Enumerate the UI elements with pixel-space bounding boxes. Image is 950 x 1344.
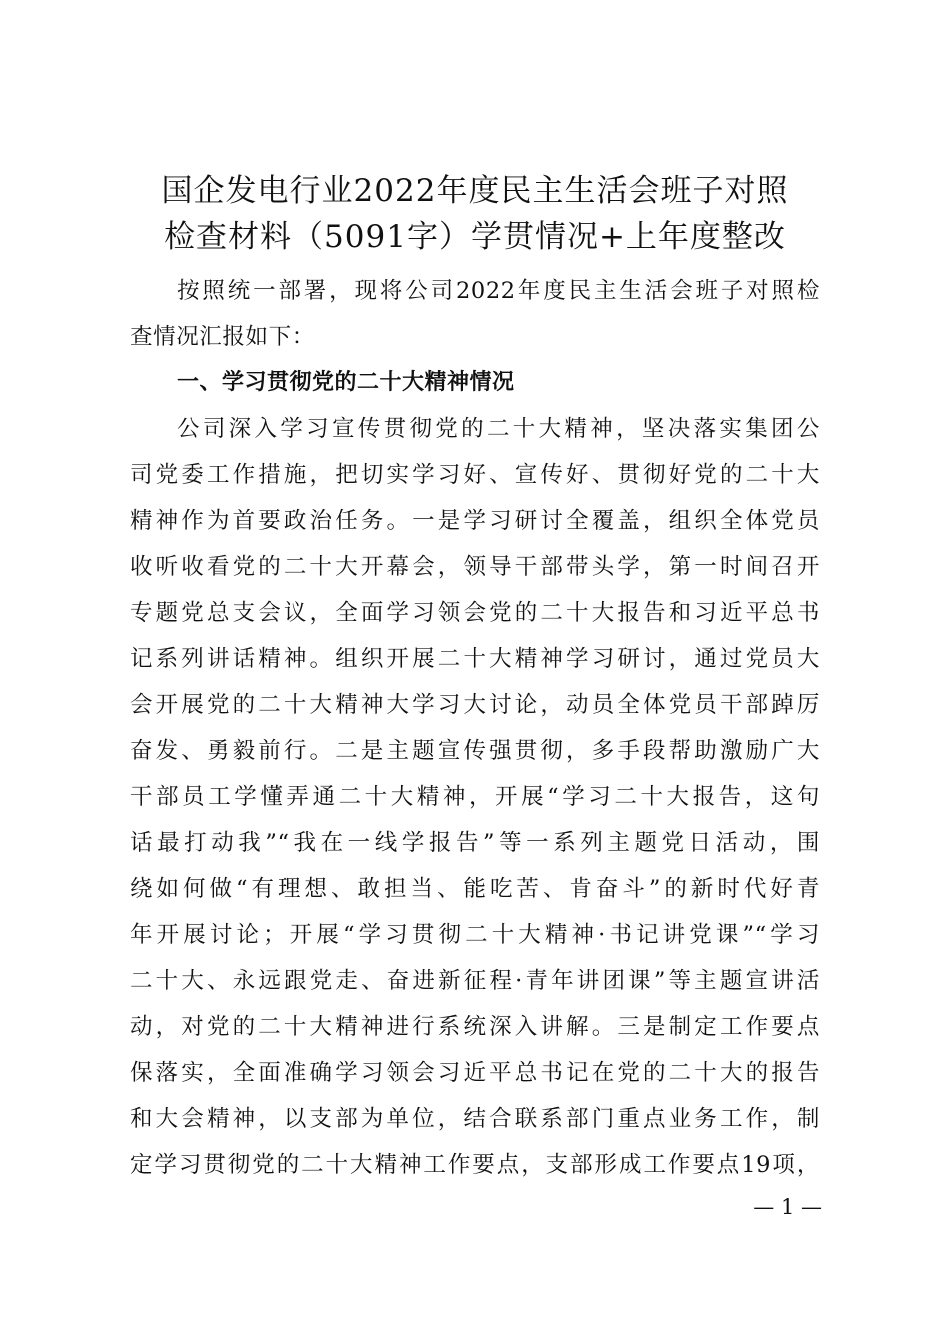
section-1-paragraph-line: 奋发、勇毅前行。二是主题宣传强贯彻，多手段帮助激励广大 bbox=[130, 738, 820, 764]
intro-paragraph-line: 按照统一部署，现将公司2022年度民主生活会班子对照检 bbox=[177, 278, 820, 304]
section-1-paragraph-line: 动，对党的二十大精神进行系统深入讲解。三是制定工作要点 bbox=[130, 1014, 820, 1040]
page-number: — 1 — bbox=[753, 1195, 822, 1219]
document-title-line-2: 检查材料（5091字）学贯情况+上年度整改 bbox=[164, 219, 786, 255]
section-1-paragraph-line: 干部员工学懂弄通二十大精神，开展“学习二十大报告，这句 bbox=[130, 784, 820, 810]
section-1-paragraph-line: 话最打动我”“我在一线学报告”等一系列主题党日活动，围 bbox=[130, 830, 820, 856]
section-1-paragraph-line: 专题党总支会议，全面学习领会党的二十大报告和习近平总书 bbox=[130, 600, 820, 626]
intro-paragraph-line: 查情况汇报如下： bbox=[130, 324, 315, 350]
document-title-line-1: 国企发电行业2022年度民主生活会班子对照 bbox=[161, 173, 789, 209]
section-1-paragraph-line: 年开展讨论；开展“学习贯彻二十大精神·书记讲党课”“学习 bbox=[130, 922, 820, 948]
section-1-paragraph-line: 保落实，全面准确学习领会习近平总书记在党的二十大的报告 bbox=[130, 1060, 820, 1086]
section-1-paragraph-line: 精神作为首要政治任务。一是学习研讨全覆盖，组织全体党员 bbox=[130, 508, 820, 534]
section-1-heading: 一、学习贯彻党的二十大精神情况 bbox=[177, 370, 515, 395]
section-1-paragraph-line: 公司深入学习宣传贯彻党的二十大精神，坚决落实集团公 bbox=[177, 416, 820, 442]
section-1-paragraph-line: 收听收看党的二十大开幕会，领导干部带头学，第一时间召开 bbox=[130, 554, 820, 580]
section-1-paragraph-line: 记系列讲话精神。组织开展二十大精神学习研讨，通过党员大 bbox=[130, 646, 820, 672]
section-1-paragraph-line: 绕如何做“有理想、敢担当、能吃苦、肯奋斗”的新时代好青 bbox=[130, 876, 820, 902]
section-1-paragraph-line: 会开展党的二十大精神大学习大讨论，动员全体党员干部踔厉 bbox=[130, 692, 820, 718]
section-1-paragraph-line: 定学习贯彻党的二十大精神工作要点，支部形成工作要点19项， bbox=[130, 1152, 820, 1178]
section-1-paragraph-line: 二十大、永远跟党走、奋进新征程·青年讲团课”等主题宣讲活 bbox=[130, 968, 820, 994]
section-1-paragraph-line: 司党委工作措施，把切实学习好、宣传好、贯彻好党的二十大 bbox=[130, 462, 820, 488]
section-1-paragraph-line: 和大会精神，以支部为单位，结合联系部门重点业务工作，制 bbox=[130, 1106, 820, 1132]
